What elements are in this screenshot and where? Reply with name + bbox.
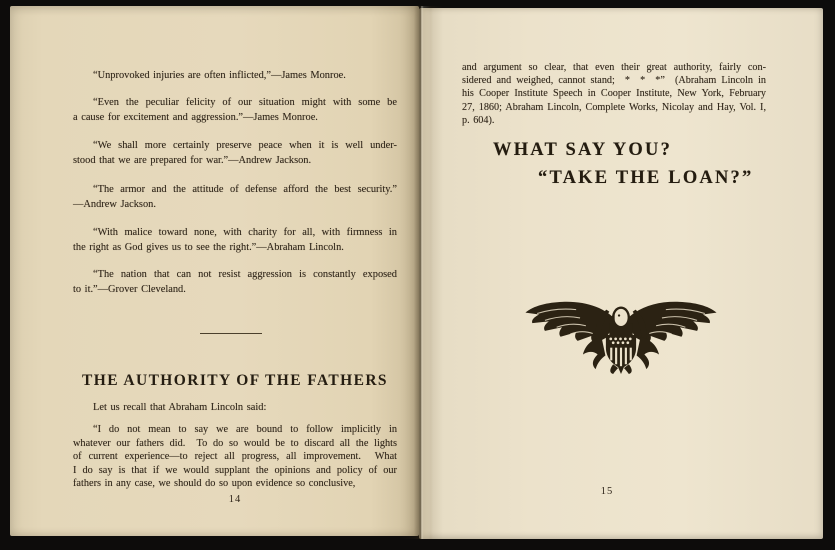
citation-line: 27, 1860; Abraham Lincoln, Complete Works, Nicolay and Hay, Vol. I, — [462, 101, 766, 113]
quote-paragraph — [73, 95, 397, 125]
body-line: “I do not mean to say we are bound to follow implicitly in — [93, 424, 397, 435]
quote-line: “Unprovoked injuries are often inflicted,”—James Monroe. — [93, 70, 346, 81]
quote-line: a cause for excitement and aggression.”—James Monroe. — [73, 112, 318, 123]
section-intro-line: Let us recall that Abraham Lincoln said: — [93, 402, 267, 413]
quote-paragraph — [73, 138, 397, 168]
quote-paragraph — [73, 68, 397, 83]
page-number-right: 15 — [600, 486, 614, 497]
quote-line: the right as God gives us to see the right.”—Abraham Lincoln. — [73, 242, 344, 253]
quote-line: “The armor and the attitude of defense afford the best security.” — [93, 184, 397, 195]
quote-line: “Even the peculiar felicity of our situation might with some be — [93, 97, 397, 108]
quote-line: —Andrew Jackson. — [73, 199, 156, 210]
display-heading-line-1: WHAT SAY YOU? — [493, 140, 673, 160]
citation-line: and argument so clear, that even their great authority, fairly con- — [462, 62, 766, 73]
body-line: whatever our fathers did. To do so would be to discard all the lights — [73, 437, 397, 449]
page-number-left: 14 — [228, 494, 242, 505]
right-page — [419, 8, 823, 539]
quote-line: “We shall more certainly preserve peace when it is well under- — [93, 140, 397, 151]
citation-line: p. 604). — [462, 114, 495, 126]
section-divider — [200, 333, 262, 334]
quote-paragraph — [73, 182, 397, 212]
citation-line: sidered and weighed, cannot stand; * * *” (Abraham Lincoln in — [462, 75, 766, 87]
left-page — [10, 6, 419, 536]
section-heading: THE AUTHORITY OF THE FATHERS — [82, 372, 388, 389]
citation-line: his Cooper Institute Speech in Cooper Institute, New York, February — [462, 88, 766, 100]
body-line: of current experience—to reject all progress, all improvement. What — [73, 451, 397, 463]
body-paragraph — [73, 423, 397, 491]
quote-line: to it.”—Grover Cleveland. — [73, 284, 186, 295]
quote-line: “The nation that can not resist aggression is constantly exposed — [93, 269, 397, 280]
eagle-crest-icon — [523, 296, 719, 374]
display-heading-line-2: “TAKE THE LOAN?” — [538, 168, 754, 188]
quote-line: “With malice toward none, with charity for all, with firmness in — [93, 227, 397, 238]
quote-line: stood that we are prepared for war.”—Andrew Jackson. — [73, 155, 312, 166]
body-line: fathers in any case, we should do so upon evidence so conclusive, — [73, 478, 356, 490]
quote-paragraph — [73, 267, 397, 297]
citation-paragraph — [462, 61, 766, 127]
body-line: I do say is that if we would supplant the opinions and policy of our — [73, 464, 397, 476]
quote-paragraph — [73, 225, 397, 255]
